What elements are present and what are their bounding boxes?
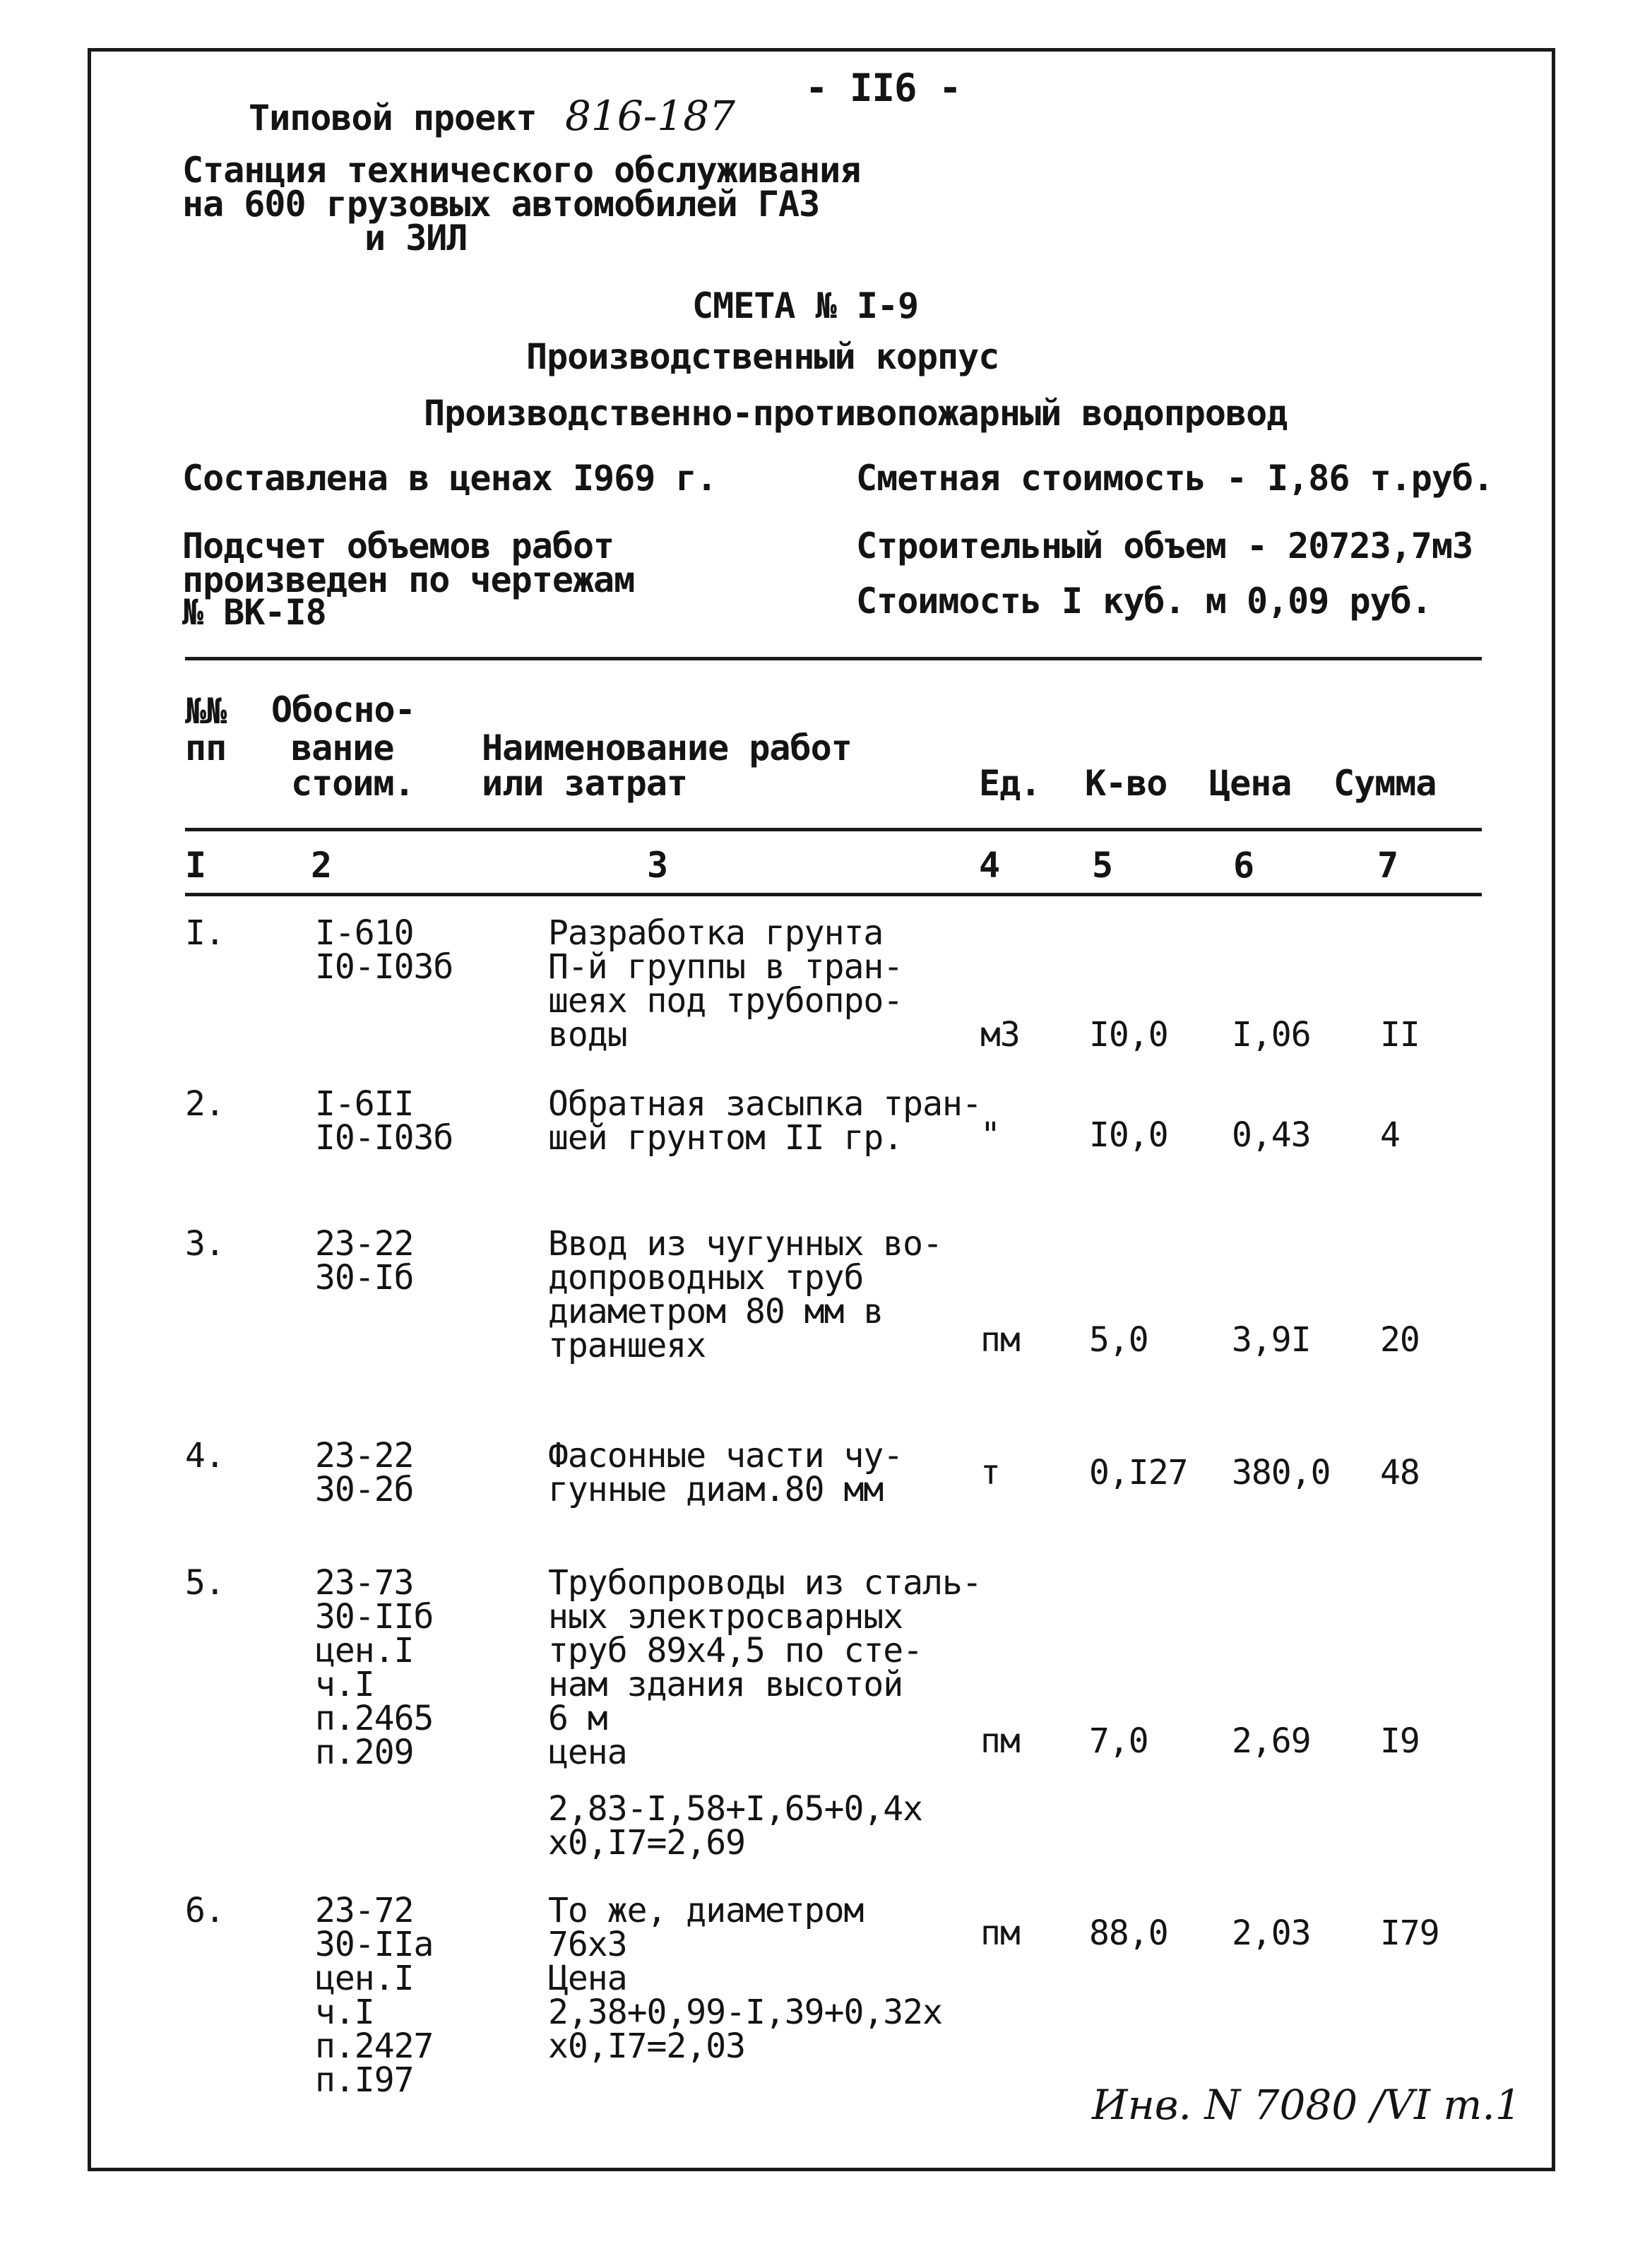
row-name-line: То же, диаметром <box>548 1891 864 1930</box>
row-name-line: воды <box>548 1015 627 1055</box>
row-name-line: Трубопроводы из сталь- <box>548 1563 982 1603</box>
row-price: 0,43 <box>1232 1115 1311 1155</box>
row-basis-line: ч.I <box>315 1993 374 2032</box>
estimate-title: СМЕТА № I-9 <box>692 285 919 326</box>
volumes-line-1: Подсчет объемов работ <box>182 526 614 566</box>
row-name-line: нам здания высотой <box>548 1665 903 1704</box>
row-name-line: труб 89х4,5 по сте- <box>548 1631 923 1670</box>
col-number-7: 7 <box>1377 845 1398 886</box>
row-name-line: цена <box>548 1733 627 1772</box>
row-quantity: 0,I27 <box>1089 1453 1188 1492</box>
station-line-3: и ЗИЛ <box>364 218 468 259</box>
row-quantity: 7,0 <box>1089 1721 1148 1761</box>
row-price: 2,03 <box>1232 1913 1311 1953</box>
row-sum: I79 <box>1380 1913 1439 1953</box>
row-name-line: Ввод из чугунных во- <box>548 1224 942 1264</box>
row-price: 380,0 <box>1232 1453 1331 1492</box>
row-unit: пм <box>980 1913 1020 1953</box>
project-number: 816-187 <box>565 92 736 140</box>
row-number: 3. <box>185 1224 225 1264</box>
row-sum: I9 <box>1380 1721 1420 1761</box>
estimate-building: Производственный корпус <box>526 336 999 377</box>
col-number-rule <box>185 893 1482 896</box>
row-number: 6. <box>185 1891 225 1930</box>
row-formula-line: 2,83-I,58+I,65+0,4х <box>548 1789 923 1829</box>
row-basis-line: 30-2б <box>315 1470 414 1509</box>
row-basis-line: 30-IIа <box>315 1925 434 1964</box>
header-bottom-rule <box>185 828 1482 831</box>
row-number: 4. <box>185 1436 225 1476</box>
row-number: I. <box>185 913 225 953</box>
project-label: Типовой проект <box>249 97 537 138</box>
header-qty: К-во <box>1085 763 1167 804</box>
estimate-system: Производственно-противопожарный водопровод <box>424 393 1288 434</box>
row-unit: " <box>980 1115 1000 1155</box>
header-basis-2: вание <box>291 728 394 768</box>
header-name-2: или затрат <box>482 763 688 804</box>
row-name-line: ных электросварных <box>548 1597 903 1637</box>
row-name-line: 6 м <box>548 1699 607 1738</box>
row-sum: II <box>1380 1015 1420 1055</box>
col-number-2: 2 <box>311 845 332 886</box>
row-name-line: диаметром 80 мм в <box>548 1292 884 1331</box>
header-basis-1: Обосно- <box>271 689 415 730</box>
unit-cost: Стоимость I куб. м 0,09 руб. <box>856 581 1432 622</box>
row-sum: 4 <box>1380 1115 1400 1155</box>
inventory-mark: Инв. N 7080 /VI т.1 <box>1092 2081 1521 2129</box>
row-quantity: 5,0 <box>1089 1320 1148 1360</box>
table-top-rule <box>185 657 1482 660</box>
row-formula-line: х0,I7=2,69 <box>548 1823 745 1863</box>
row-name-line: Цена <box>548 1959 627 1998</box>
header-price: Цена <box>1209 763 1292 804</box>
header-num-2: пп <box>185 728 227 768</box>
row-quantity: I0,0 <box>1089 1015 1168 1055</box>
header-name-1: Наименование работ <box>482 728 852 768</box>
row-basis-line: п.209 <box>315 1733 414 1772</box>
row-name-line: допроводных труб <box>548 1258 864 1298</box>
row-basis-line: цен.I <box>315 1959 414 1998</box>
row-name-line: траншеях <box>548 1326 706 1365</box>
row-basis-line: 30-Iб <box>315 1258 414 1298</box>
row-sum: 20 <box>1380 1320 1420 1360</box>
prices-basis: Составлена в ценах I969 г. <box>182 458 717 499</box>
volumes-line-3: № ВК-I8 <box>182 592 326 633</box>
row-basis-line: п.2427 <box>315 2026 434 2066</box>
row-name-line: Обратная засыпка тран- <box>548 1084 982 1124</box>
row-name-line: Фасонные части чу- <box>548 1436 903 1476</box>
row-basis-line: I-610 <box>315 913 414 953</box>
row-unit: пм <box>980 1721 1020 1761</box>
header-sum: Сумма <box>1333 763 1437 804</box>
row-name-line: х0,I7=2,03 <box>548 2026 745 2066</box>
header-unit: Ед. <box>979 763 1041 804</box>
build-volume: Строительный объем - 20723,7м3 <box>856 526 1473 566</box>
row-name-line: 76х3 <box>548 1925 627 1964</box>
row-basis-line: 23-22 <box>315 1224 414 1264</box>
col-number-5: 5 <box>1092 845 1113 886</box>
row-basis-line: I-6II <box>315 1084 414 1124</box>
col-number-1: I <box>185 845 206 886</box>
row-basis-line: п.2465 <box>315 1699 434 1738</box>
row-basis-line: 23-72 <box>315 1891 414 1930</box>
row-number: 2. <box>185 1084 225 1124</box>
row-unit: т <box>980 1453 1000 1492</box>
header-num-1: №№ <box>185 691 227 732</box>
volumes-line-2: произведен по чертежам <box>182 559 635 600</box>
col-number-4: 4 <box>979 845 1000 886</box>
header-basis-3: стоим. <box>291 763 415 804</box>
row-unit: м3 <box>980 1015 1020 1055</box>
row-quantity: I0,0 <box>1089 1115 1168 1155</box>
col-number-6: 6 <box>1233 845 1254 886</box>
row-basis-line: 30-IIб <box>315 1597 434 1637</box>
row-unit: пм <box>980 1320 1020 1360</box>
estimated-cost: Сметная стоимость - I,86 т.руб. <box>856 458 1494 499</box>
station-line-1: Станция технического обслуживания <box>182 150 861 191</box>
row-price: I,06 <box>1232 1015 1311 1055</box>
row-number: 5. <box>185 1563 225 1603</box>
row-basis-line: цен.I <box>315 1631 414 1670</box>
row-price: 2,69 <box>1232 1721 1311 1761</box>
row-basis-line: 23-22 <box>315 1436 414 1476</box>
col-number-3: 3 <box>647 845 668 886</box>
page-number: - II6 - <box>805 66 961 110</box>
row-basis-line: п.I97 <box>315 2060 414 2100</box>
row-name-line: шей грунтом II гр. <box>548 1118 903 1158</box>
row-name-line: Разработка грунта <box>548 913 884 953</box>
row-basis-line: I0-I03б <box>315 1118 453 1158</box>
row-basis-line: 23-73 <box>315 1563 414 1603</box>
row-basis-line: ч.I <box>315 1665 374 1704</box>
row-price: 3,9I <box>1232 1320 1311 1360</box>
row-name-line: гунные диам.80 мм <box>548 1470 884 1509</box>
row-basis-line: I0-I03б <box>315 947 453 987</box>
row-quantity: 88,0 <box>1089 1913 1168 1953</box>
row-sum: 48 <box>1380 1453 1420 1492</box>
row-name-line: 2,38+0,99-I,39+0,32х <box>548 1993 942 2032</box>
row-name-line: П-й группы в тран- <box>548 947 903 987</box>
station-line-2: на 600 грузовых автомобилей ГАЗ <box>182 184 820 225</box>
row-name-line: шеях под трубопро- <box>548 981 903 1021</box>
